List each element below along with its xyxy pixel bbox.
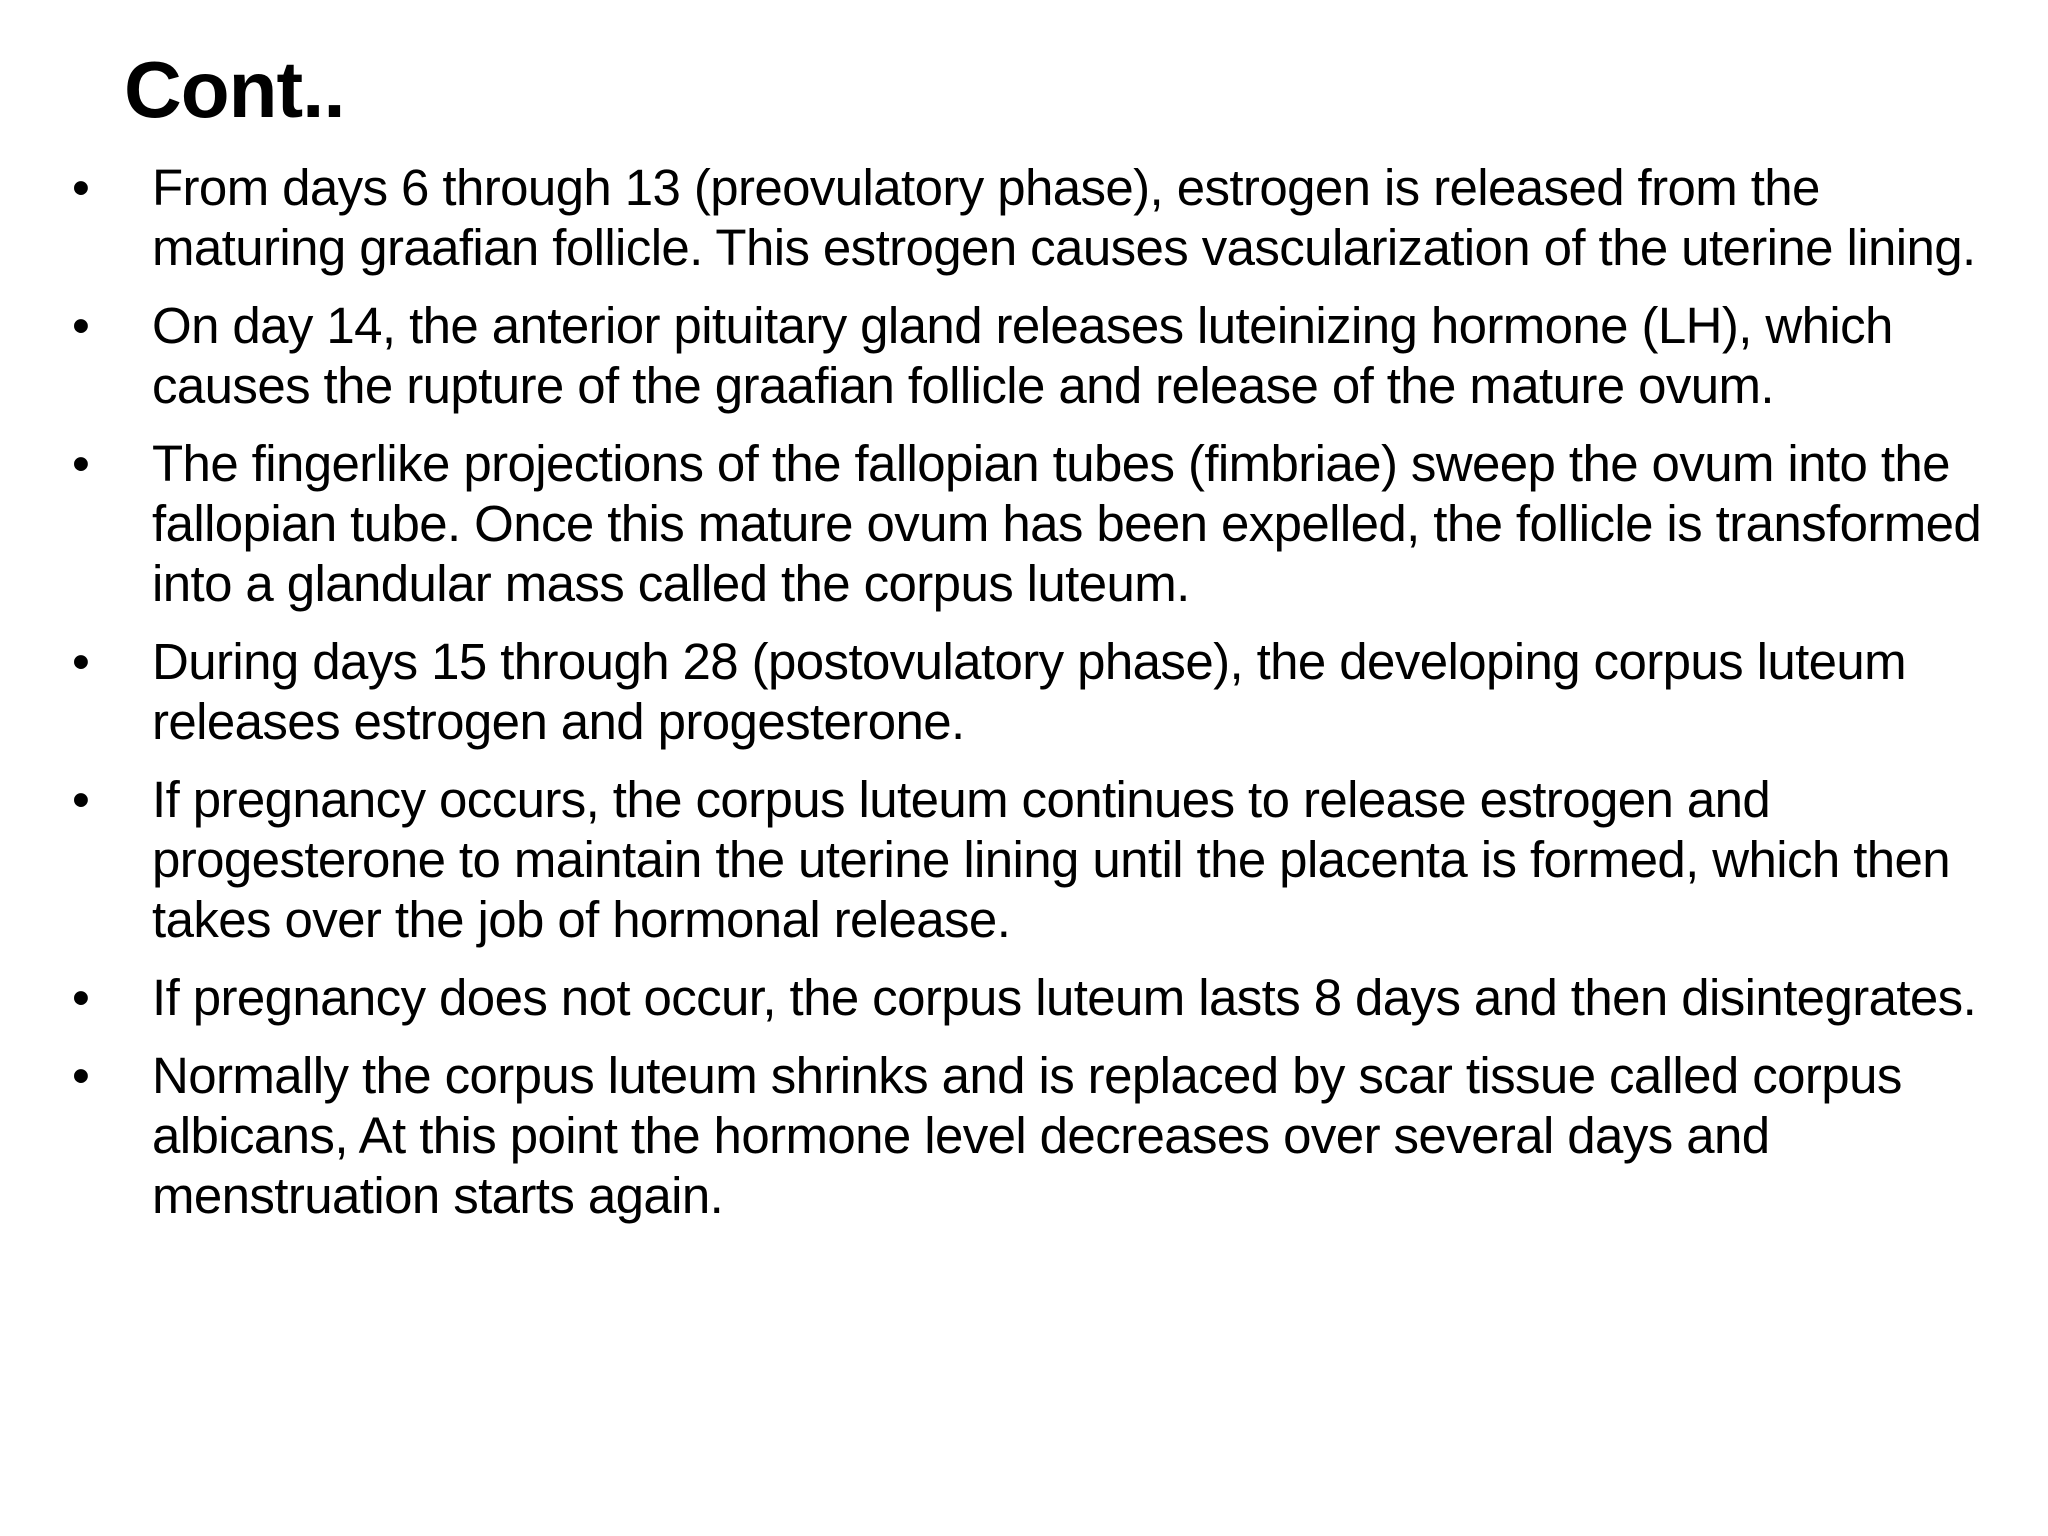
bullet-text: The fingerlike projections of the fallopian tubes (fimbriae) sweep the ovum into the fallopian tube. Once this mature ovum has been expelled, the follicle is transformed into a glandular mass called the corpus luteum. — [152, 435, 1982, 612]
bullet-text: During days 15 through 28 (postovulatory phase), the developing corpus luteum releases estrogen and progesterone. — [152, 633, 1907, 750]
bullet-text: Normally the corpus luteum shrinks and is replaced by scar tissue called corpus albicans, At this point the hormone level decreases over several days and menstruation starts again. — [152, 1047, 1902, 1224]
bullet-text: From days 6 through 13 (preovulatory phase), estrogen is released from the maturing graafian follicle. This estrogen causes vascularization of the uterine lining. — [152, 159, 1976, 276]
bullet-text: If pregnancy occurs, the corpus luteum continues to release estrogen and progesterone to maintain the uterine lining until the placenta is formed, which then takes over the job of hormonal release. — [152, 771, 1951, 948]
bullet-dot-icon: • — [72, 771, 90, 828]
bullet-item-2 — [60, 296, 2020, 416]
slide-title: Cont.. — [124, 45, 345, 134]
bullet-dot-icon: • — [72, 1047, 90, 1104]
bullet-list — [60, 158, 2020, 1244]
bullet-item-6 — [60, 968, 2020, 1028]
bullet-item-1 — [60, 158, 2020, 278]
bullet-item-3 — [60, 434, 2020, 614]
bullet-dot-icon: • — [72, 159, 90, 216]
bullet-dot-icon: • — [72, 435, 90, 492]
bullet-text: If pregnancy does not occur, the corpus luteum lasts 8 days and then disintegrates. — [152, 969, 1977, 1026]
bullet-dot-icon: • — [72, 297, 90, 354]
bullet-item-5 — [60, 770, 2020, 950]
bullet-item-7 — [60, 1046, 2020, 1226]
bullet-item-4 — [60, 632, 2020, 752]
bullet-dot-icon: • — [72, 969, 90, 1026]
bullet-text: On day 14, the anterior pituitary gland releases luteinizing hormone (LH), which causes the rupture of the graafian follicle and release of the mature ovum. — [152, 297, 1893, 414]
bullet-dot-icon: • — [72, 633, 90, 690]
